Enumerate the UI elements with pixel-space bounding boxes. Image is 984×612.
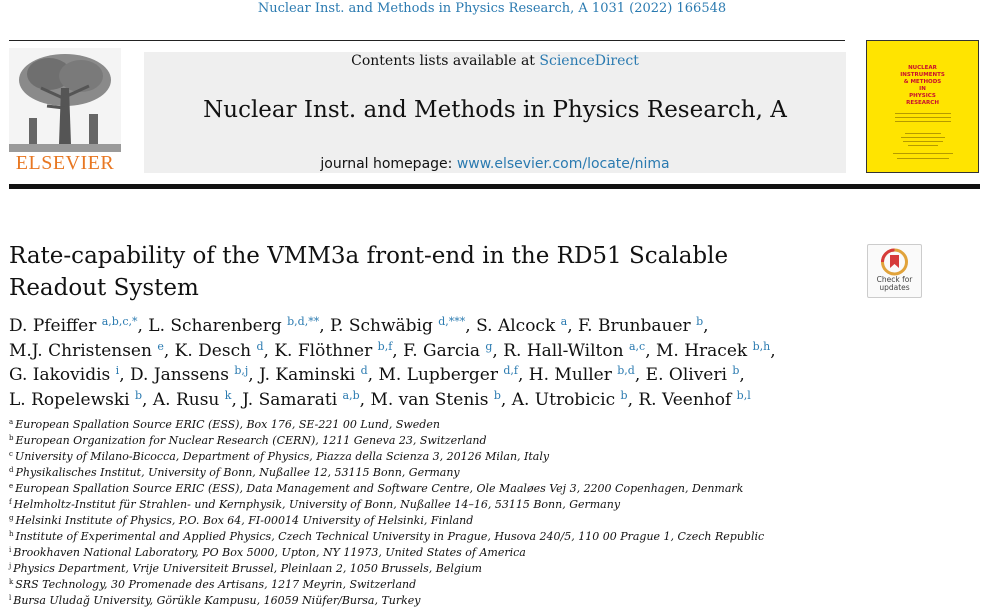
cover-text-line: [895, 113, 951, 114]
affiliation-text: Bursa Uludağ University, Görükle Kampusu, 16059 Niüfer/Bursa, Turkey: [13, 594, 421, 607]
author-name[interactable]: E. Oliveri: [645, 365, 727, 385]
author-name[interactable]: A. Rusu: [152, 389, 220, 410]
affiliation-text: Helmholtz-Institut für Strahlen- und Kernphysik, University of Bonn, Nußallee 14–16, 53115 Bonn, Germany: [13, 498, 621, 511]
affiliation-text: Institute of Experimental and Applied Physics, Czech Technical University in Prague, Husova 240/5, 110 00 Prague 1, Czech Republic: [15, 530, 765, 543]
cover-text-line: [895, 121, 951, 122]
author-affiliation-marks[interactable]: b,h: [752, 339, 771, 353]
affiliation-text: European Organization for Nuclear Research (CERN), 1211 Geneva 23, Switzerland: [15, 434, 487, 447]
sciencedirect-link[interactable]: ScienceDirect: [539, 53, 639, 69]
affiliation-id: a: [9, 418, 14, 426]
affiliation-text: University of Milano-Bicocca, Department of Physics, Piazza della Scienza 3, 20126 Milan, Italy: [14, 450, 550, 463]
elsevier-wordmark[interactable]: ELSEVIER: [15, 152, 115, 174]
author-name[interactable]: D. Janssens: [130, 365, 229, 385]
affiliation-id: i: [9, 546, 12, 554]
author-affiliation-marks[interactable]: d: [256, 339, 264, 353]
affiliation-id: b: [9, 434, 14, 442]
author-affiliation-marks[interactable]: k: [224, 388, 232, 402]
homepage-line: [144, 155, 846, 173]
affiliation-id: g: [9, 514, 14, 522]
affiliation-item: [9, 593, 969, 609]
author-name[interactable]: K. Flöthner: [274, 340, 373, 361]
affiliation-id: h: [9, 530, 14, 538]
author-name[interactable]: F. Garcia: [403, 340, 480, 361]
author-affiliation-marks[interactable]: g: [485, 339, 493, 353]
affiliation-item: [9, 577, 969, 593]
affiliation-item: [9, 417, 969, 433]
homepage-prefix: journal homepage:: [320, 156, 453, 172]
author-affiliation-marks[interactable]: a,b: [342, 388, 360, 402]
affiliation-id: e: [9, 482, 14, 490]
cover-text-line: [908, 145, 938, 146]
check-for-updates-button[interactable]: [867, 244, 922, 298]
author-affiliation-marks[interactable]: e: [157, 339, 164, 353]
affiliation-list: [9, 417, 969, 609]
affiliation-id: d: [9, 466, 14, 474]
author-affiliation-marks[interactable]: b,d: [617, 364, 635, 377]
cover-text-line: [897, 158, 949, 159]
affiliation-id: k: [9, 578, 14, 586]
affiliation-item: [9, 545, 969, 561]
author-name[interactable]: S. Alcock: [476, 316, 556, 336]
affiliation-text: Brookhaven National Laboratory, PO Box 5000, Upton, NY 11973, United States of America: [13, 546, 526, 559]
affiliation-item: [9, 513, 969, 529]
journal-header: [144, 52, 846, 173]
affiliation-id: c: [9, 450, 13, 458]
affiliation-item: [9, 481, 969, 497]
author-name[interactable]: R. Veenhof: [638, 389, 732, 410]
author-affiliation-marks[interactable]: d: [360, 364, 368, 377]
author-affiliation-marks[interactable]: i: [115, 364, 120, 377]
author-affiliation-marks[interactable]: b: [732, 364, 740, 377]
journal-citation[interactable]: Nuclear Inst. and Methods in Physics Research, A 1031 (2022) 166548: [257, 1, 727, 16]
cover-text-line: [893, 153, 953, 154]
affiliation-item: [9, 529, 969, 545]
affiliation-id: j: [9, 562, 12, 570]
journal-title: Nuclear Inst. and Methods in Physics Research, A: [203, 97, 787, 123]
author-name[interactable]: J. Samarati: [242, 389, 338, 410]
cover-title: [867, 65, 978, 107]
contents-line: [144, 52, 846, 70]
author-name[interactable]: M.J. Christensen: [9, 340, 152, 361]
contents-prefix: Contents lists available at: [351, 53, 535, 69]
author-name[interactable]: F. Brunbauer: [578, 316, 691, 336]
cover-title-line: RESEARCH: [906, 100, 939, 106]
cover-text-line: [905, 133, 941, 134]
author-affiliation-marks[interactable]: d,f: [503, 364, 518, 377]
cover-title-line: IN: [919, 86, 926, 92]
author-affiliation-marks[interactable]: b,d,**: [287, 315, 320, 328]
author-affiliation-marks[interactable]: a,c: [628, 339, 646, 353]
affiliation-text: European Spallation Source ERIC (ESS), Data Management and Software Centre, Ole Maaløes Vej 3, 2200 Copenhagen, Denmark: [15, 482, 744, 495]
header-divider: [9, 184, 980, 189]
author-name[interactable]: L. Scharenberg: [148, 316, 282, 336]
affiliation-id: f: [9, 498, 12, 506]
cover-title-line: INSTRUMENTS: [900, 72, 945, 78]
homepage-link[interactable]: www.elsevier.com/locate/nima: [456, 156, 670, 172]
affiliation-item: [9, 449, 969, 465]
affiliation-id: l: [9, 594, 12, 602]
affiliation-text: Physikalisches Institut, University of Bonn, Nußallee 12, 53115 Bonn, Germany: [15, 466, 460, 479]
author-name[interactable]: D. Pfeiffer: [9, 316, 97, 336]
check-for-updates-icon: [868, 247, 921, 277]
author-affiliation-marks[interactable]: a,b,c,*: [101, 315, 138, 328]
affiliation-item: [9, 497, 969, 513]
author-name[interactable]: M. Lupberger: [378, 365, 498, 385]
affiliation-item: [9, 465, 969, 481]
affiliation-item: [9, 561, 969, 577]
author-name[interactable]: A. Utrobicic: [511, 389, 616, 410]
author-name[interactable]: M. Hracek: [656, 340, 748, 361]
author-affiliation-marks[interactable]: b: [493, 388, 501, 402]
author-affiliation-marks[interactable]: b: [696, 315, 704, 328]
author-name[interactable]: M. van Stenis: [370, 389, 489, 410]
paper-title: Rate-capability of the VMM3a front-end in the RD51 Scalable Readout System: [9, 243, 729, 301]
author-affiliation-marks[interactable]: b,f: [377, 339, 393, 353]
affiliation-text: Physics Department, Vrije Universiteit Brussel, Pleinlaan 2, 1050 Brussels, Belgium: [13, 562, 482, 575]
author-affiliation-marks[interactable]: b,l: [736, 388, 751, 402]
author-affiliation-marks[interactable]: b: [620, 388, 628, 402]
author-affiliation-marks[interactable]: d,***: [438, 315, 466, 328]
cover-text-line: [901, 137, 945, 138]
author-name[interactable]: J. Kaminski: [259, 365, 356, 385]
cover-text-line: [895, 117, 951, 118]
cover-title-line: NUCLEAR: [908, 65, 937, 71]
author-affiliation-marks[interactable]: b: [135, 388, 143, 402]
author-name[interactable]: G. Iakovidis: [9, 365, 111, 385]
affiliation-item: [9, 433, 969, 449]
author-affiliation-marks[interactable]: a: [560, 315, 568, 328]
affiliation-text: Helsinki Institute of Physics, P.O. Box 64, FI-00014 University of Helsinki, Finland: [15, 514, 474, 527]
author-name[interactable]: H. Muller: [528, 365, 612, 385]
journal-cover-thumbnail[interactable]: [866, 40, 979, 173]
author-name[interactable]: K. Desch: [174, 340, 252, 361]
affiliation-text: European Spallation Source ERIC (ESS), Box 176, SE-221 00 Lund, Sweden: [15, 418, 440, 431]
author-list: D. Pfeiffer $^{a,b,c,*}$, L. Scharenberg $^{b,d,**}$, P. Schwäbig $^{d,***}$, S. Alcock $^a$, F. Brunbauer $^b$, M.J. Christensen $^e$, K. Desch $^d$, K. Flöthner $^{b,f}$, F. Garcia $^g$, R. Hall-Wilton $^{a,c}$, M. Hracek $^{b,h}$, G. Iakovidis $^i$, D. Janssens $^{b,j}$, J. Kaminski $^d$, M. Lupberger $^{d,f}$, H. Muller $^{b,d}$, E. Oliveri $^b$, L. Ropelewski $^b$, A. Rusu $^k$, J. Samarati $^{a,b}$, M. van Stenis $^b$, A. Utrobicic $^b$, R. Veenhof $^{b,l}$: [9, 315, 776, 410]
author-name[interactable]: R. Hall-Wilton: [503, 340, 624, 361]
cover-title-line: & METHODS: [903, 79, 942, 85]
cover-title-line: PHYSICS: [909, 93, 936, 99]
author-name[interactable]: L. Ropelewski: [9, 389, 130, 410]
author-name[interactable]: P. Schwäbig: [330, 316, 433, 336]
author-affiliation-marks[interactable]: b,j: [234, 364, 249, 377]
check-line-2: updates: [879, 283, 910, 292]
affiliation-text: SRS Technology, 30 Promenade des Artisans, 1217 Meyrin, Switzerland: [15, 578, 417, 591]
check-for-updates-label: [868, 276, 921, 292]
cover-text-line: [903, 141, 943, 142]
check-line-1: Check for: [876, 275, 913, 284]
top-divider: [9, 40, 845, 41]
